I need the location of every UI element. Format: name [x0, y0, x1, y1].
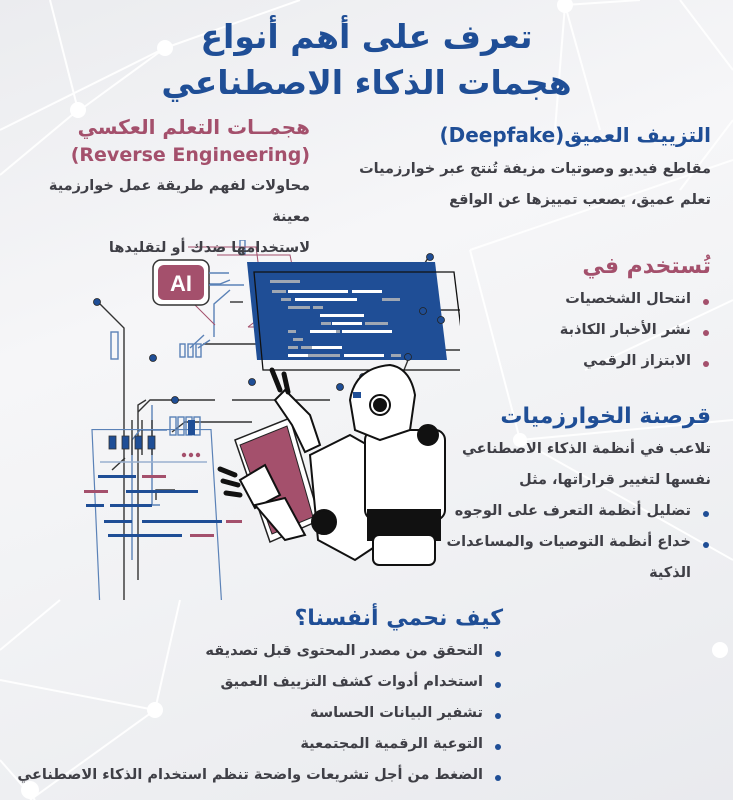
- bullet-icon: [703, 361, 709, 367]
- algorithm-piracy-description-line1: تلاعب في أنظمة الذكاء الاصطناعي: [461, 441, 711, 457]
- browser-window-icon: [84, 420, 242, 600]
- code-screen-icon: [247, 262, 460, 370]
- deepfake-section: [351, 120, 711, 216]
- list-item: تضليل أنظمة التعرف على الوجوه: [421, 496, 711, 527]
- bullet-icon: [495, 744, 501, 750]
- protection-section: [3, 602, 503, 791]
- reverse-engineering-description-line2: لاستخدامها ضدك أو لتقليدها: [108, 240, 310, 256]
- list-item: انتحال الشخصيات: [491, 284, 711, 315]
- used-in-heading: تُستخدم في: [582, 254, 711, 279]
- page-title: [0, 14, 733, 106]
- ai-chip-icon: [153, 260, 209, 305]
- deepfake-description-line1: مقاطع فيديو وصوتيات مزيفة تُنتج عبر خوارزميات: [359, 161, 711, 177]
- deepfake-heading: التزييف العميق(Deepfake): [439, 123, 711, 147]
- svg-text:AI: AI: [170, 271, 192, 296]
- algorithm-piracy-list: [421, 496, 711, 589]
- bullet-icon: [495, 682, 501, 688]
- bullet-icon: [495, 775, 501, 781]
- bullet-icon: [703, 542, 709, 548]
- bullet-icon: [703, 330, 709, 336]
- list-item-continuation: الذكية: [649, 565, 691, 581]
- reverse-engineering-heading-ar: هجمــات التعلم العكسي: [77, 115, 310, 139]
- reverse-engineering-heading-en: (Reverse Engineering): [70, 144, 310, 166]
- bullet-icon: [703, 511, 709, 517]
- bullet-icon: [703, 299, 709, 305]
- list-item: نشر الأخبار الكاذبة: [491, 315, 711, 346]
- bullet-icon: [495, 651, 501, 657]
- reverse-engineering-section: [12, 113, 310, 264]
- algorithm-piracy-heading: قرصنة الخوارزميات: [500, 404, 711, 429]
- list-item: الابتزاز الرقمي: [491, 346, 711, 377]
- reverse-engineering-description-line1: محاولات لفهم طريقة عمل خوارزمية معينة: [48, 178, 310, 225]
- ai-illustration: [80, 240, 460, 600]
- list-item: التوعية الرقمية المجتمعية: [3, 729, 503, 760]
- used-in-list: [491, 284, 711, 377]
- algorithm-piracy-section: [421, 400, 711, 589]
- list-item: الضغط من أجل تشريعات واضحة تنظم استخدام الذكاء الاصطناعي: [3, 760, 503, 791]
- algorithm-piracy-description-line2: نفسها لتغيير قراراتها، مثل: [519, 472, 711, 488]
- protection-heading: كيف نحمي أنفسنا؟: [294, 606, 503, 631]
- list-item: خداع أنظمة التوصيات والمساعدات: [421, 527, 711, 558]
- list-item: التحقق من مصدر المحتوى قبل تصديقه: [3, 636, 503, 667]
- list-item: تشفير البيانات الحساسة: [3, 698, 503, 729]
- protection-list: [3, 636, 503, 791]
- page-title-line1: تعرف على أهم أنواع: [200, 17, 533, 56]
- deepfake-description-line2: تعلم عميق، يصعب تمييزها عن الواقع: [449, 192, 711, 208]
- bullet-icon: [495, 713, 501, 719]
- list-item: استخدام أدوات كشف التزييف العميق: [3, 667, 503, 698]
- used-in-section: [491, 250, 711, 377]
- page-title-line2: هجمات الذكاء الاصطناعي: [161, 63, 572, 102]
